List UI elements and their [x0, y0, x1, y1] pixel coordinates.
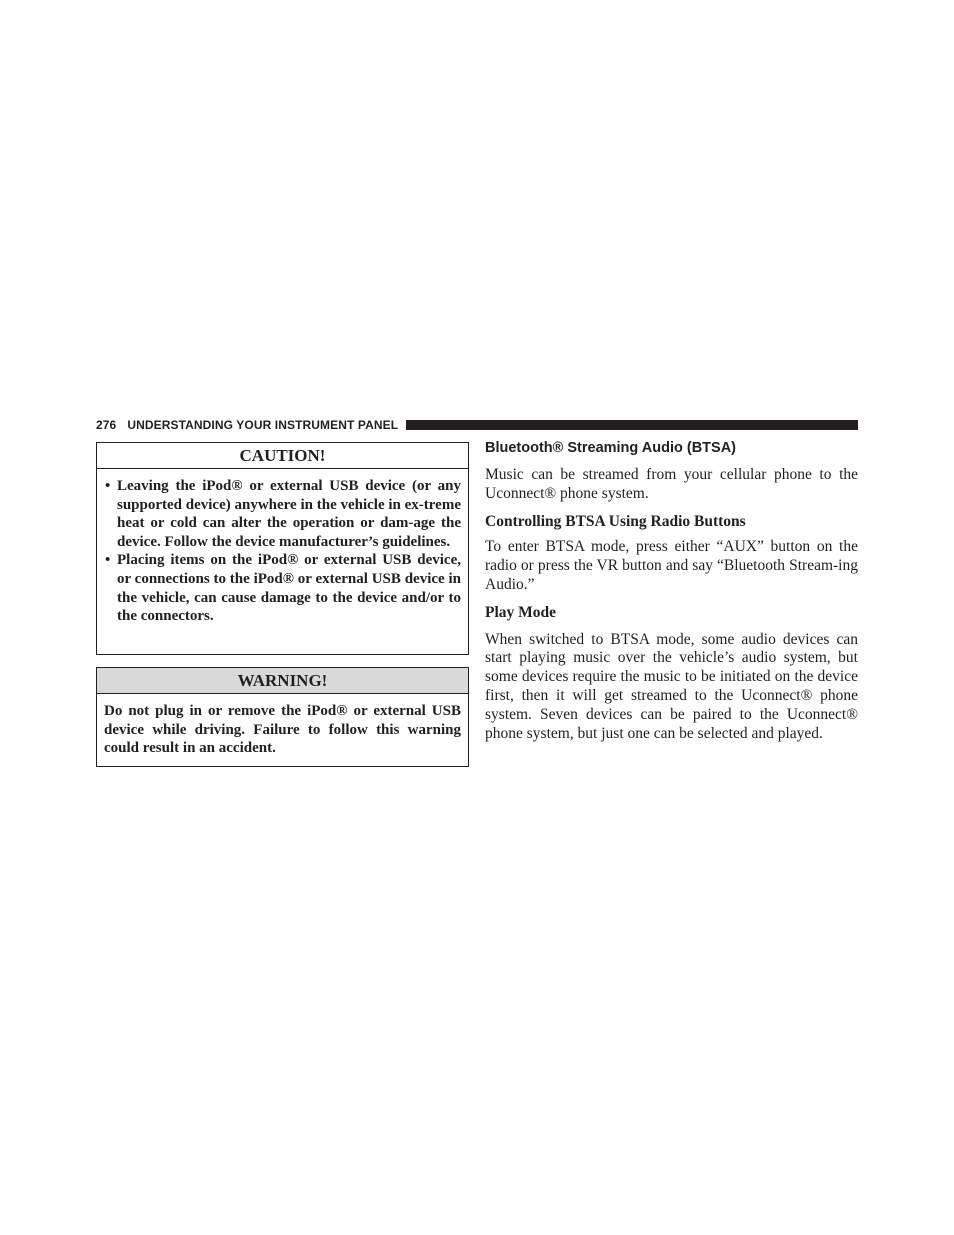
section-title: UNDERSTANDING YOUR INSTRUMENT PANEL: [127, 418, 399, 432]
caution-box: [96, 442, 469, 655]
warning-body: Do not plug in or remove the iPod® or external USB device while driving. Failure to follow this warning could result in an accident.: [104, 703, 461, 757]
caution-item: • Placing items on the iPod® or external USB device, or connections to the iPod® or external USB device in the vehicle, can cause damage to the device and/or to the connectors.: [104, 551, 461, 625]
page-number: 276: [96, 418, 117, 432]
caution-item: • Leaving the iPod® or external USB device (or any supported device) anywhere in the vehicle in ex-treme heat or cold can alter the operation or dam-age the device. Follow the device manufacturer’s guidelines.: [104, 477, 461, 551]
subheading-radio-buttons: Controlling BTSA Using Radio Buttons: [485, 512, 746, 530]
intro-paragraph: Music can be streamed from your cellular phone to the Uconnect® phone system.: [485, 466, 858, 502]
warning-box: [96, 667, 469, 767]
subheading-play-mode: Play Mode: [485, 603, 557, 621]
caution-body: [97, 469, 468, 634]
right-column: [485, 438, 858, 743]
caution-list: [104, 477, 461, 626]
radio-buttons-paragraph: To enter BTSA mode, press either “AUX” button on the radio or press the VR button and say “Bluetooth Stream-ing Audio.”: [485, 538, 858, 593]
warning-title: WARNING!: [97, 668, 468, 694]
article-heading: Bluetooth® Streaming Audio (BTSA): [485, 440, 736, 456]
left-column: [96, 442, 469, 767]
play-mode-paragraph: When switched to BTSA mode, some audio devices can start playing music over the vehicle’s audio system, but some devices require the music to be initiated on the device first, then it will get streamed to the Uconnect® phone system. Seven devices can be paired to the Uconnect® phone system, but just one can be selected and played.: [485, 630, 858, 742]
header-rule: [406, 420, 858, 430]
caution-title: CAUTION!: [97, 443, 468, 469]
page-header: [96, 417, 858, 433]
